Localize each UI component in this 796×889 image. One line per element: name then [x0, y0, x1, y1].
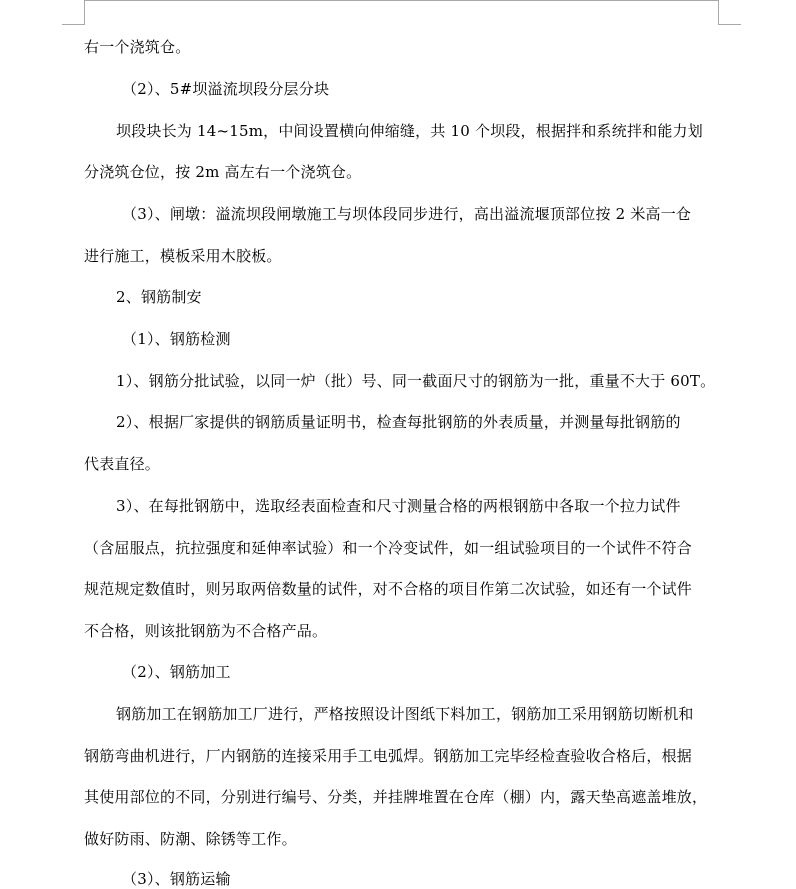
body-text-line: 3）、在每批钢筋中，选取经表面检查和尺寸测量合格的两根钢筋中各取一个拉力试件 — [116, 497, 681, 515]
page-corner-mark-right-h — [719, 24, 741, 25]
page-corner-mark-left-v — [84, 0, 85, 25]
page-corner-mark-right-v — [718, 0, 719, 25]
body-text-line: 坝段块长为 14~15m，中间设置横向伸缩缝，共 10 个坝段，根据拌和系统拌和能力划 — [116, 122, 703, 140]
body-text-line: 不合格，则该批钢筋为不合格产品。 — [84, 622, 328, 640]
body-text-line: 进行施工，模板采用木胶板。 — [84, 247, 282, 265]
section-heading: 2、钢筋制安 — [116, 288, 202, 306]
section-heading: （1）、钢筋检测 — [122, 330, 231, 348]
body-text-line: 做好防雨、防潮、除锈等工作。 — [84, 830, 297, 848]
body-text-line: 右一个浇筑仓。 — [84, 38, 191, 56]
body-text-line: 2）、根据厂家提供的钢筋质量证明书，检查每批钢筋的外表质量，并测量每批钢筋的 — [116, 413, 681, 431]
page-top-border — [84, 0, 719, 1]
body-text-line: 钢筋弯曲机进行，厂内钢筋的连接采用手工电弧焊。钢筋加工完毕经检查验收合格后，根据 — [84, 747, 693, 765]
body-text-line: 代表直径。 — [84, 455, 161, 473]
section-heading: （3）、钢筋运输 — [122, 870, 231, 888]
body-text-line: 1）、钢筋分批试验，以同一炉（批）号、同一截面尺寸的钢筋为一批，重量不大于 60T。 — [116, 372, 716, 390]
body-text-line: （3）、闸墩：溢流坝段闸墩施工与坝体段同步进行，高出溢流堰顶部位按 2 米高一仓 — [122, 205, 692, 223]
body-text-line: 规范规定数值时，则另取两倍数量的试件，对不合格的项目作第二次试验，如还有一个试件 — [84, 580, 693, 598]
body-text-line: （含屈服点，抗拉强度和延伸率试验）和一个冷变试件，如一组试验项目的一个试件不符合 — [84, 539, 693, 557]
section-heading: （2）、5#坝溢流坝段分层分块 — [122, 80, 330, 98]
body-text-line: 其使用部位的不同，分别进行编号、分类，并挂牌堆置在仓库（棚）内，露天垫高遮盖堆放， — [84, 788, 708, 806]
page-corner-mark-left-h — [62, 24, 84, 25]
body-text-line: 分浇筑仓位，按 2m 高左右一个浇筑仓。 — [84, 163, 362, 181]
section-heading: （2）、钢筋加工 — [122, 663, 231, 681]
body-text-line: 钢筋加工在钢筋加工厂进行，严格按照设计图纸下料加工，钢筋加工采用钢筋切断机和 — [116, 705, 694, 723]
